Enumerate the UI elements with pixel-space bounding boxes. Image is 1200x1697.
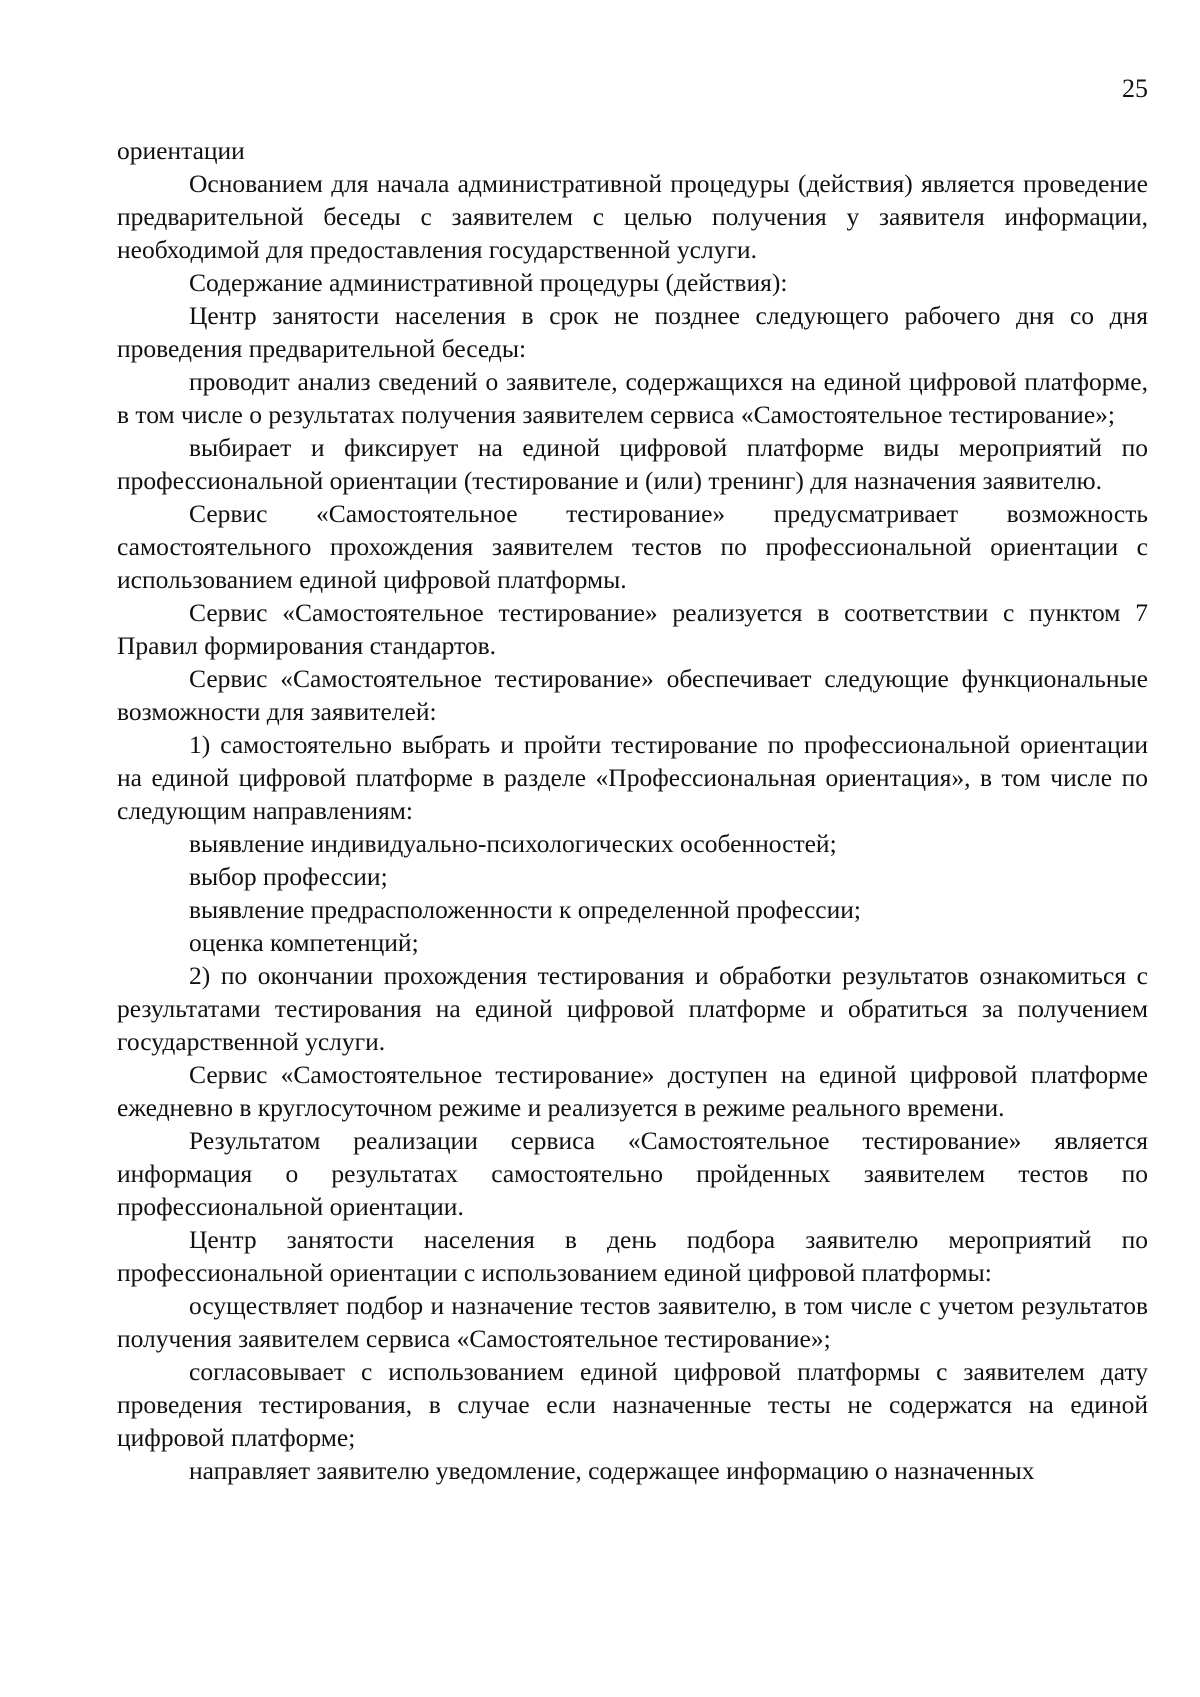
paragraph: согласовывает с использованием единой цифровой платформы с заявителем дату проведения тестирования, в случае если назначенные тесты не содержатся на единой цифровой платформе;	[117, 1357, 1148, 1452]
list-item: оценка компетенций;	[189, 928, 419, 957]
list-item: 2) по окончании прохождения тестирования и обработки результатов ознакомиться с результатами тестирования на единой цифровой платформе и обратиться за получением государственной услуги.	[117, 961, 1148, 1056]
list-item: 1) самостоятельно выбрать и пройти тестирование по профессиональной ориентации на единой цифровой платформе в разделе «Профессиональная ориентация», в том числе по следующим направлениям:	[117, 730, 1148, 825]
paragraph: Центр занятости населения в день подбора заявителю мероприятий по профессиональной ориентации с использованием единой цифровой платформы:	[117, 1225, 1148, 1287]
paragraph: ориентации	[117, 136, 245, 165]
paragraph: Центр занятости населения в срок не позднее следующего рабочего дня со дня проведения предварительной беседы:	[117, 301, 1148, 363]
paragraph: Основанием для начала административной процедуры (действия) является проведение предварительной беседы с заявителем с целью получения у заявителя информации, необходимой для предоставления государственной услуги.	[117, 169, 1148, 264]
paragraph: Сервис «Самостоятельное тестирование» реализуется в соответствии с пунктом 7 Правил формирования стандартов.	[117, 598, 1148, 660]
paragraph: Содержание административной процедуры (действия):	[189, 268, 788, 297]
document-body	[117, 134, 1148, 1487]
paragraph: Сервис «Самостоятельное тестирование» обеспечивает следующие функциональные возможности для заявителей:	[117, 664, 1148, 726]
paragraph: проводит анализ сведений о заявителе, содержащихся на единой цифровой платформе, в том числе о результатах получения заявителем сервиса «Самостоятельное тестирование»;	[117, 367, 1148, 429]
paragraph: осуществляет подбор и назначение тестов заявителю, в том числе с учетом результатов получения заявителем сервиса «Самостоятельное тестирование»;	[117, 1291, 1148, 1353]
paragraph: направляет заявителю уведомление, содержащее информацию о назначенных	[189, 1456, 1035, 1485]
paragraph: Результатом реализации сервиса «Самостоятельное тестирование» является информация о результатах самостоятельно пройденных заявителем тестов по профессиональной ориентации.	[117, 1126, 1148, 1221]
paragraph: Сервис «Самостоятельное тестирование» доступен на единой цифровой платформе ежедневно в круглосуточном режиме и реализуется в режиме реального времени.	[117, 1060, 1148, 1122]
list-item: выявление индивидуально-психологических особенностей;	[189, 829, 837, 858]
list-item: выявление предрасположенности к определенной профессии;	[189, 895, 861, 924]
paragraph: Сервис «Самостоятельное тестирование» предусматривает возможность самостоятельного прохождения заявителем тестов по профессиональной ориентации с использованием единой цифровой платформы.	[117, 499, 1148, 594]
list-item: выбор профессии;	[189, 862, 388, 891]
paragraph: выбирает и фиксирует на единой цифровой платформе виды мероприятий по профессиональной ориентации (тестирование и (или) тренинг) для назначения заявителю.	[117, 433, 1148, 495]
page-number: 25	[1122, 74, 1148, 103]
